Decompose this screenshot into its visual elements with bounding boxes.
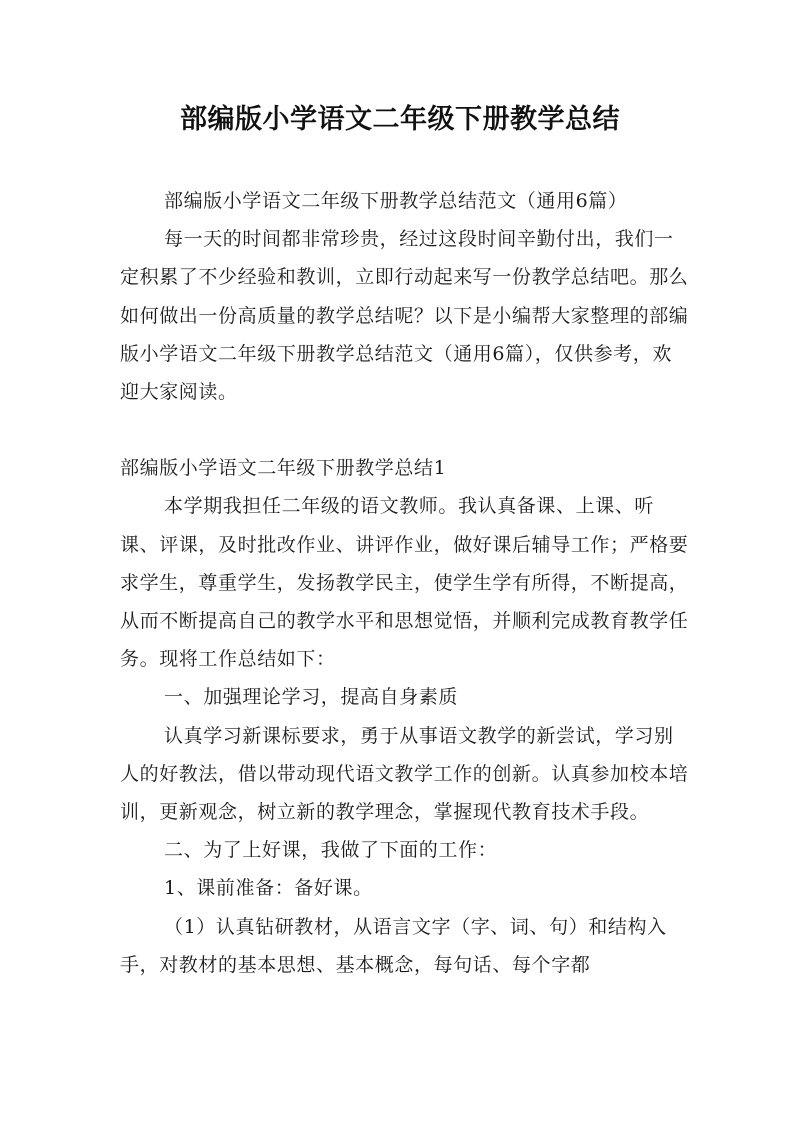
body-paragraph: 认真学习新课标要求，勇于从事语文教学的新尝试，学习别人的好教法，借以带动现代语文教学工作的创新。认真参加校本培训，更新观念，树立新的教学理念，掌握现代教育技术手段。 <box>120 724 689 824</box>
section-heading: 部编版小学语文二年级下册教学总结1 <box>120 457 447 480</box>
intro-paragraph: 每一天的时间都非常珍贵，经过这段时间辛勤付出，我们一定积累了不少经验和教训，立即行动起来写一份教学总结吧。那么如何做出一份高质量的教学总结呢？以下是小编帮大家整理的部编版小学语文二年级下册教学总结范文（通用6篇），仅供参考，欢迎大家阅读。 <box>120 228 689 404</box>
list-item: （1）认真钻研教材，从语言文字（字、词、句）和结构入手，对教材的基本思想、基本概念，每句话、每个字都 <box>120 915 667 976</box>
subsection-heading: 二、为了上好课，我做了下面的工作： <box>164 839 498 862</box>
subsection-heading: 一、加强理论学习，提高自身素质 <box>164 686 459 709</box>
paragraph-spacer <box>120 411 690 449</box>
list-item: 1、课前准备：备好课。 <box>164 877 373 900</box>
body-paragraph: 本学期我担任二年级的语文教师。我认真备课、上课、听课、评课，及时批改作业、讲评作业，做好课后辅导工作；严格要求学生，尊重学生，发扬教学民主，使学生学有所得，不断提高，从而不断提高自己的教学水平和思想觉悟，并顺利完成教育教学任务。现将工作总结如下： <box>120 495 689 671</box>
document-body <box>120 182 690 984</box>
document-title: 部编版小学语文二年级下册教学总结 <box>180 104 620 135</box>
intro-heading-paragraph: 部编版小学语文二年级下册教学总结范文（通用6篇） <box>164 190 628 212</box>
